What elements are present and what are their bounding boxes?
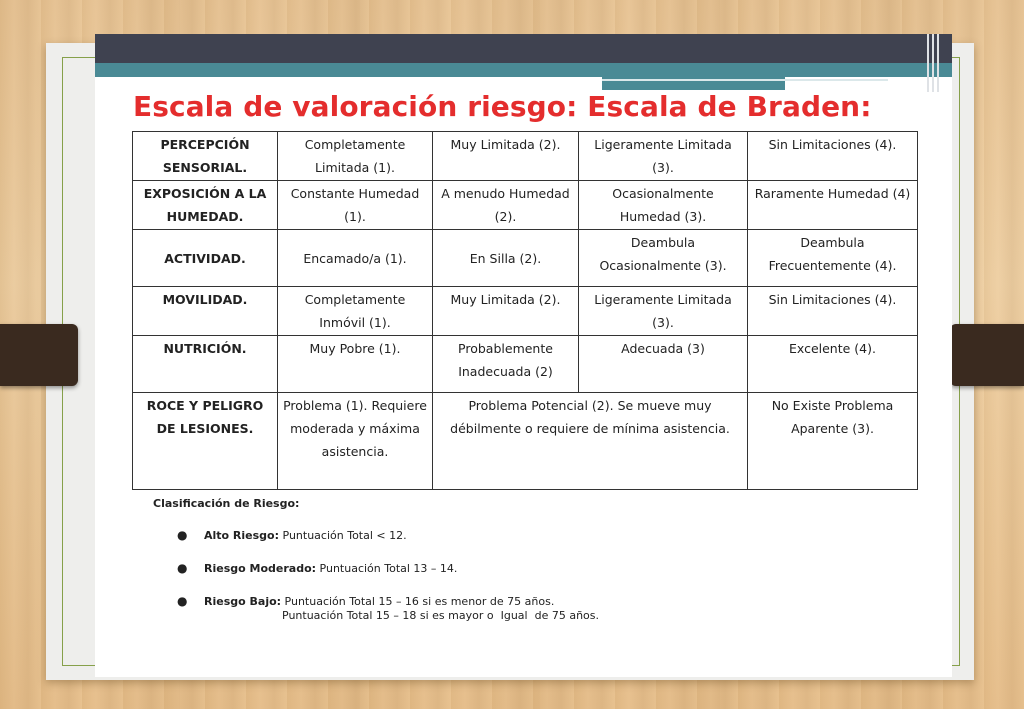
row-label: MOVILIDAD. [133, 287, 278, 336]
bullet-icon: ● [177, 594, 188, 608]
table-cell: No Existe Problema Aparente (3). [748, 393, 918, 490]
row-label: PERCEPCIÓN SENSORIAL. [133, 132, 278, 181]
bullet-icon: ● [177, 528, 188, 542]
risk-text-second-line: Puntuación Total 15 – 18 si es mayor o Igual de 75 años. [282, 609, 599, 622]
slide [95, 34, 952, 677]
header-stripe [932, 34, 934, 92]
table-cell: Completamente Inmóvil (1). [278, 287, 433, 336]
row-label: NUTRICIÓN. [133, 336, 278, 393]
header-thin-line [602, 79, 888, 81]
row-label: EXPOSICIÓN A LA HUMEDAD. [133, 181, 278, 230]
table-cell: Constante Humedad (1). [278, 181, 433, 230]
table-cell: En Silla (2). [433, 230, 579, 287]
risk-text: Puntuación Total 15 – 16 si es menor de 75 años. [284, 595, 555, 608]
table-cell: Deambula Frecuentemente (4). [748, 230, 918, 287]
table-row [133, 181, 918, 230]
table-cell: Ocasionalmente Humedad (3). [579, 181, 748, 230]
risk-text: Puntuación Total 13 – 14. [319, 562, 458, 575]
header-stripe [937, 34, 939, 92]
table-cell: Sin Limitaciones (4). [748, 287, 918, 336]
table-cell: Problema (1). Requiere moderada y máxima asistencia. [278, 393, 433, 490]
row-label: ROCE Y PELIGRO DE LESIONES. [133, 393, 278, 490]
risk-text: Puntuación Total < 12. [282, 529, 407, 542]
risk-label: Alto Riesgo: [204, 529, 280, 542]
row-label: ACTIVIDAD. [133, 230, 278, 287]
left-strap [0, 324, 78, 386]
right-strap [950, 324, 1024, 386]
risk-label: Riesgo Bajo: [204, 595, 282, 608]
header-stripe [927, 34, 929, 92]
table-row [133, 287, 918, 336]
header-band-dark [95, 34, 952, 63]
table-cell: Sin Limitaciones (4). [748, 132, 918, 181]
risk-label: Riesgo Moderado: [204, 562, 317, 575]
table-cell: Deambula Ocasionalmente (3). [579, 230, 748, 287]
table-cell: Probablemente Inadecuada (2) [433, 336, 579, 393]
table-cell: Ligeramente Limitada (3). [579, 287, 748, 336]
list-item [153, 529, 599, 543]
table-row [133, 132, 918, 181]
table-row [133, 393, 918, 490]
risk-classification [153, 497, 599, 623]
table-cell: Encamado/a (1). [278, 230, 433, 287]
bullet-icon: ● [177, 561, 188, 575]
table-cell-merged: Problema Potencial (2). Se mueve muy débilmente o requiere de mínima asistencia. [433, 393, 748, 490]
table-cell: Adecuada (3) [579, 336, 748, 393]
table-cell: A menudo Humedad (2). [433, 181, 579, 230]
braden-scale-table [132, 131, 918, 490]
slide-title: Escala de valoración riesgo: Escala de Braden: [133, 90, 872, 123]
list-item [153, 595, 599, 623]
table-cell: Ligeramente Limitada (3). [579, 132, 748, 181]
table-cell: Raramente Humedad (4) [748, 181, 918, 230]
table-cell: Muy Limitada (2). [433, 132, 579, 181]
table-cell: Excelente (4). [748, 336, 918, 393]
table-cell: Muy Limitada (2). [433, 287, 579, 336]
list-item [153, 562, 599, 576]
header-band-teal [95, 63, 952, 77]
classification-title: Clasificación de Riesgo: [153, 497, 300, 510]
risk-list [153, 529, 599, 623]
table-row [133, 336, 918, 393]
table-cell: Muy Pobre (1). [278, 336, 433, 393]
table-row [133, 230, 918, 287]
table-cell: Completamente Limitada (1). [278, 132, 433, 181]
